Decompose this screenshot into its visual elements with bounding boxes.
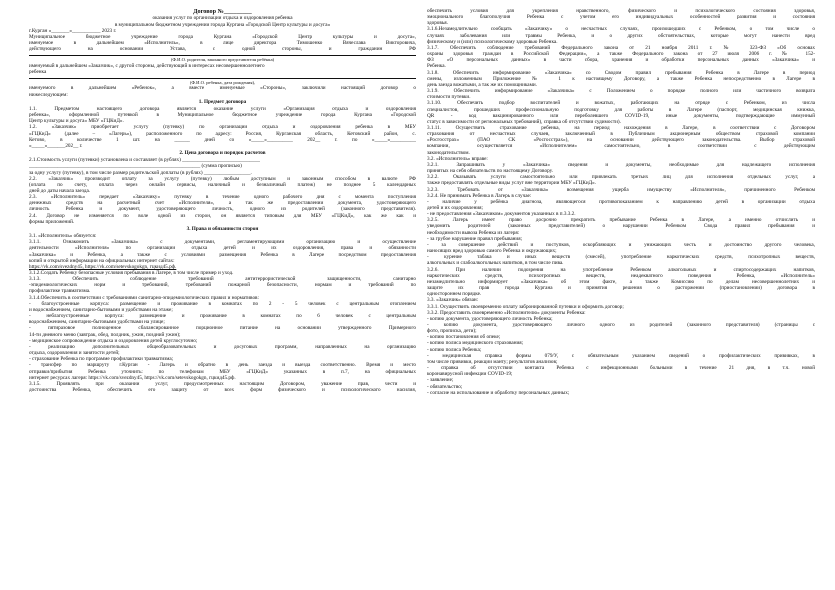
text-line: формы приложений.	[29, 218, 75, 225]
text-line: 3.2.1. Запрашивать у «Заказчика» сведения и документы, необходимые для надлежащего исполнения	[427, 161, 815, 168]
text-line: детей и их оздоровления;	[427, 205, 483, 211]
text-line: 3.1.9. Обеспечить информирование «Заказчика» с Положением о порядке полного или частичного возврата	[427, 88, 815, 95]
text-line: - курение табака и иных веществ (смесей), употребление наркотических средств, психотропных веществ,	[427, 254, 815, 261]
text-line: здоровья.	[427, 20, 448, 27]
text-line: 14-ти дневного меню (завтрак, обед, полдник, ужин, поздний ужин);	[29, 331, 181, 338]
text-line: личность Ребенка и документ, удостоверяющего личность, одного из родителей (законного представителя).	[29, 206, 416, 213]
text-line: - благоустроенные корпуса: размещение и проживание в комнатах по 2 - 5 человек с центральным отоплением	[29, 300, 416, 307]
text-line: охраны здоровья граждан в Российской Федерации», а также Федерального закона от 27 июля 2006 г. № 152-	[427, 51, 815, 58]
text-line: - реализацию дополнительных общеобразовательных и досуговых программ, направленных на организацию	[29, 343, 416, 350]
text-line: - медицинское сопровождение отдыха и оздоровления детей круглосуточно;	[29, 337, 198, 344]
text-line: __________________________________________________________________ (сумма прописью)	[29, 163, 242, 170]
text-line: - страхование Ребенка по программе профилактики травматизма;	[29, 356, 174, 363]
text-line: 3.2. «Исполнитель» вправе:	[427, 155, 488, 162]
text-line: 3.1.10. Обеспечить подбор воспитателей и вожатых, работающих на отряде с Ребенком, из числа	[427, 100, 815, 107]
text-line: 3.1.1. Ознакомить «Заказчика» с документами, регламентирующими организацию и осуществление	[29, 239, 416, 246]
text-line: Муниципальное бюджетное учреждение города Кургана «Городской Центр культуры и досуга»,	[29, 33, 416, 40]
text-line: 2.3. «Исполнитель» передает «Заказчику» путевку в течение одного рабочего дня с момента поступления	[29, 194, 416, 201]
text-line: 2.4. Договор не изменяется по воле одной из сторон, он является типовым для МБУ «ГЦКиД», как же как и	[29, 212, 416, 219]
text-line: защите их прав города Кургана и принятия решения о расторжении (приостановлении) договора в	[427, 285, 815, 292]
text-line: принятых на себя обязательств по настоящему Договору.	[427, 168, 553, 175]
text-line: уведомить родителей (законных представителей) о нарушении Ребенком Свода правил пребывания и	[427, 223, 815, 230]
text-line: - копию документа, удостоверяющего личность Ребенка;	[427, 315, 553, 322]
text-line: специалистов, прошедших профессиональную подготовку для работы в Лагере (паспорт, медицинская книжка,	[427, 106, 815, 113]
text-line: стоимости путевки.	[427, 94, 471, 101]
text-line: - неблагоустроенные корпуса: размещение и проживание в комнатах по 6 человек с центральным	[29, 313, 416, 320]
text-line: эмоционального благополучия Ребенка с учетом его индивидуальных особенностей развития и состояния	[427, 14, 815, 21]
text-line: 3.1.8. Обеспечить информирование «Заказчика» со Сводом правил пребывания Ребенка в Лагере в период	[427, 69, 815, 76]
text-line: 3.1.4.Обеспечить в соответствии с требованиями санитарно-эпидемиологических правил и нормативов:	[29, 294, 259, 301]
text-line: 3.3. «Заказчик» обязан:	[427, 297, 479, 304]
text-line: и водоснабжением, санитарно-бытовыми и удобствами на этаже;	[29, 306, 173, 313]
text-line: 3.3.2. Предоставить своевременно «Исполнителю» документы Ребенка:	[427, 309, 586, 316]
text-line: 3.1.6.Незамедлительно сообщать «Заказчику» о несчастных случаях, произошедших с Ребенком, о том числе о	[427, 26, 815, 33]
text-line: - копию полиса Ребенка;	[427, 346, 482, 353]
text-line: 3.2.5. Лагерь имеет право досрочно прекратить пребывание Ребенка в Лагере, а именно отчислить и	[427, 217, 815, 224]
text-line: - копию полиса медицинского страхования;	[427, 340, 524, 347]
text-line: (оплата по счету, оплата через онлайн сервисы, наличный и безналичный платеж) не позднее 5 календарных	[29, 181, 416, 188]
text-line: 1.1. Предметом настоящего договора является оказание услуги «Организация отдыха и оздоровления	[29, 105, 416, 112]
text-line: 3.2.4. Не принимать Ребенка в Лагерь в случае:	[427, 192, 532, 199]
text-line: водоснабжением, санитарно-бытовыми удобствами на улице;	[29, 319, 165, 326]
text-line: алкогольных и слабоалкогольных напитков, в том числе пива.	[427, 260, 564, 267]
text-line: физическому и (или) психологическому здоровью Ребенка.	[427, 38, 558, 45]
text-line: - трансфер по маршруту г.Курган - Лагерь и обратно в день заезда и выезда соответственно. Время и место	[29, 362, 416, 369]
left-column	[29, 8, 416, 393]
text-line: оказания услуг по организации отдыха и оздоровления ребенка	[152, 15, 293, 22]
text-line: денежных средств на расчетный счет «Исполнителя», а так же предоставлении документа, удостоверяющего	[29, 200, 416, 207]
text-line: «Заказчика» и Ребенка, а также с условиями размещения Ребенка в Лагере посредством предоставления	[29, 251, 416, 258]
text-line: Центр культуры и досуга» МБУ «ГЦКиД».	[29, 118, 124, 125]
text-line: 2.2. «Заказчик» производит оплату за услугу (путевку) любым доступным и законным способом в валюте РФ	[29, 175, 416, 182]
text-line: действующего на основании Устава, с одной стороны, и гражданин РФ	[29, 46, 416, 53]
link-line[interactable]: https://vk.com/svezdny45, https://vk.com/setevskogokgn, гцкид45.рф.	[29, 263, 177, 270]
text-line: 2.1.Стоимость услуги (путевки) установлена и составляет (в рублях) ______________________________	[29, 157, 260, 164]
text-line: - справка об отсутствии контакта Ребенка с инфекционными больными в течение 21 дня, в т.ч. новой	[427, 365, 815, 372]
text-line: 3.1.11. Осуществить страхование ребенка, на период нахождения в Лагере, в соответствии с Договором	[427, 124, 815, 131]
text-line: 3.1. «Исполнитель» обязуется:	[29, 233, 97, 240]
text-line: - пятиразовое полноценное сбалансированное порционное питание на основании утвержденного Примерного	[29, 325, 416, 332]
text-line: также предоставлять отдельные виды услуг вне территории МБУ «ГЦКиД».	[427, 180, 597, 187]
text-line: Ребенка.	[427, 63, 446, 70]
text-line: деятельности «Исполнителя» по организации отдыха детей и их оздоровления, права и обязанности	[29, 245, 416, 252]
text-line: дней до даты начала заезда.	[29, 187, 91, 194]
text-line: «ГЦКиД» (далее – «Лагерь»), расположенного по адресу: Россия, Курганская область, Кетовский район, с.	[29, 130, 416, 137]
text-line: - за грубое нарушение правил пребывания;	[427, 235, 523, 242]
text-line: «Росгосстрах» (ПАО СК «Росгосстрах»), на основании действующего законодательства. Выбор страховой	[427, 137, 815, 144]
text-line: день заезда вожатыми, а так же их помощниками.	[427, 81, 537, 88]
text-line: отправки/прибытия Ребенка уточнить: по телефонам МБУ «ГЦКиД» указанных в п.7, на официальных	[29, 368, 416, 375]
text-line: смены, изложенным Приложение № 1 к настоящему Договору, а также Ребенка непосредственно в Лагере в	[427, 75, 815, 82]
text-line: - не предоставления «Заказчиком» документов указанных в п.3.3.2.	[427, 211, 576, 218]
text-line: интернет ресурсах лагеря: https://vk.com/svezdny45, https://vk.com/setevskogokgn, гцкид45.рф.	[29, 374, 236, 381]
text-line: ФЗ «О персональных данных» в части сбора, хранения и обработки персональных данных «Заказчика» и	[427, 57, 815, 64]
text-line: 3.2.3. Требовать от «Заказчика» возмещения ущерба имуществу «Исполнителя», причиненного Ребенком	[427, 186, 815, 193]
text-line: 3.2.2. Оказывать услуги самостоятельно или привлекать третьих лиц для исполнения отдельных услуг, а	[427, 174, 815, 181]
text-line: 3.1.7. Обеспечить соблюдение требований Федерального закона от 21 ноября 2011 г. № 323-ФЗ «Об основах	[427, 44, 815, 51]
text-line: ребенка	[29, 68, 47, 75]
text-line: статус в зависимости от региональных требований), справка об отсутствии судимости).	[427, 118, 621, 125]
section-heading: 2. Цена договора и порядок расчетов	[179, 150, 266, 157]
text-line: 1.2. «Заказчик» приобретает услугу (путевку) по организации отдыха и оздоровления ребенка в МБУ	[29, 124, 416, 131]
text-line: именуемое в дальнейшем «Исполнитель», в лице директора Тимошенко Вячеслава Викторовича,	[29, 40, 416, 47]
text-line: - заявление;	[427, 377, 454, 384]
text-line: обеспечить условия для укрепления нравственного, физического и психологического состояния здоровья,	[427, 8, 815, 14]
field-caption: (Ф.И.О. ребенка, дата рождения),	[189, 80, 256, 86]
text-line: 3.1.2.Создать Ребенку безопасные условия пребывания в Лагере, в том числе пример и уход.	[29, 270, 234, 276]
text-line: -эпидемиологических норм и требований, требований пожарной безопасности, нормам и требований по	[29, 282, 416, 289]
text-line: страхования от несчастных случаев, заключенный в Публичным акционерным обществом страховой компании	[427, 131, 815, 138]
section-heading: 1. Предмет договора	[198, 98, 247, 105]
text-line: «_____»_______202__ г.	[29, 142, 83, 149]
text-line: фото, прописка, дети);	[427, 328, 477, 335]
text-line: незамедлительно информирует «Заказчика» об этом факте, а также Комиссию по делам несовершеннолетних и	[427, 278, 815, 285]
text-line: копий и открытой информации на официальных интернет сайтах:	[29, 257, 175, 264]
text-line: 3.2.6. При наличии подозрения на употребление Ребенком алкогольных и спиртосодержащих напитков,	[427, 266, 815, 273]
text-line: - медицинская справка формы 079/У, с обязательным указанием сведений о профилактических прививках, в	[427, 352, 815, 359]
text-line: в муниципальном бюджетном учреждении города Кургана «Городской Центр культуры и досуга»	[114, 21, 331, 28]
text-line: профилактике травматизма.	[29, 288, 91, 295]
text-line: именуемый в дальнейшем «Заказчик», с другой стороны, действующий в интересах несовершеннолетнего	[29, 62, 265, 69]
text-line: коронавирусной инфекции COVID-19;	[427, 371, 513, 378]
text-line: - обязательство;	[427, 383, 463, 390]
text-line: необходимости вывоза Ребенка из лагеря:	[427, 229, 520, 236]
document-title: Договор №_________	[193, 8, 252, 15]
text-line: законодательством.	[427, 149, 470, 156]
text-line: - наличие у ребёнка диагноза, являющегося противопоказанием к направлению детей в организации отдыха	[427, 198, 815, 205]
text-line: наносящих вред здоровью самого Ребенка и окружающих;	[427, 248, 557, 255]
text-line: ребенка», оформленной путевкой в Муниципальное бюджетное учреждение города Кургана «Городской	[29, 112, 416, 119]
text-line: за одну услугу (путевку), в том числе размер родительской доплаты (в рублях) __________________.	[29, 169, 252, 176]
text-line: компании, осуществляется «Исполнителем» самостоятельно, в соответствии с действующим	[427, 143, 815, 150]
text-line: - копию постановления об опеке;	[427, 334, 501, 341]
text-line: - за совершение действий и поступков, оскорбляющих и унижающих честь и достоинство другого человека,	[427, 241, 815, 248]
text-line: именуемого в дальнейшем «Ребенок», а вместе именуемые «Стороны», заключили настоящий договор о	[29, 85, 416, 92]
text-line: наркотических средств, психотропных веществ, неадекватного поведения Ребенка, «Исполнитель»	[427, 272, 815, 279]
field-caption: (Ф.И.О. родителя, законного представителя ребёнка)	[170, 57, 275, 63]
text-line: 3.3.1. Осуществить своевременно оплату забронированной путевки и оформить договор;	[427, 303, 624, 310]
text-line: г.Курган «_______»___________ 2023 г.	[29, 27, 117, 34]
text-line: QR - код вакцинированного или переболевшего COVID-19, иные документы, подтверждающие иммунный	[427, 112, 815, 119]
blank-underline	[29, 75, 416, 79]
text-line: Кетово, в количестве 1 шт. на ______ дней со «_____»__________ 202__ г. по «_____»__________	[29, 136, 416, 143]
text-line: отдыха, оздоровления и занятости детей;	[29, 350, 120, 357]
text-line: случаях заболевания или травмы Ребенка, и о других обстоятельствах, которые могут нанести вред	[427, 32, 815, 39]
blank-underline	[29, 52, 416, 56]
right-column	[427, 8, 815, 396]
text-line: - согласие на использование и обработку персональных данных;	[427, 389, 570, 396]
text-line: нижеследующем:	[29, 91, 68, 98]
text-line: 3.1.5. Проявлять при оказании услуг, предусмотренных настоящим Договором, уважение прав, чести и	[29, 380, 416, 387]
text-line: 3.1.3. Обеспечить соблюдение требований антитеррористической защищенности, санитарно	[29, 276, 416, 283]
text-line: том числе прививки, реакции манту; результатов анализов;	[427, 358, 558, 365]
section-heading: 3. Права и обязанности сторон	[186, 225, 259, 232]
text-line: - копию документа, удостоверяющего личного одного из родителей (законного представителя) (страницы с	[427, 321, 815, 328]
text-line: одностороннем порядке.	[427, 291, 482, 298]
text-line: достоинства Ребенка, обеспечить его защиту от всех форм физического и психологического насилия,	[29, 386, 416, 393]
